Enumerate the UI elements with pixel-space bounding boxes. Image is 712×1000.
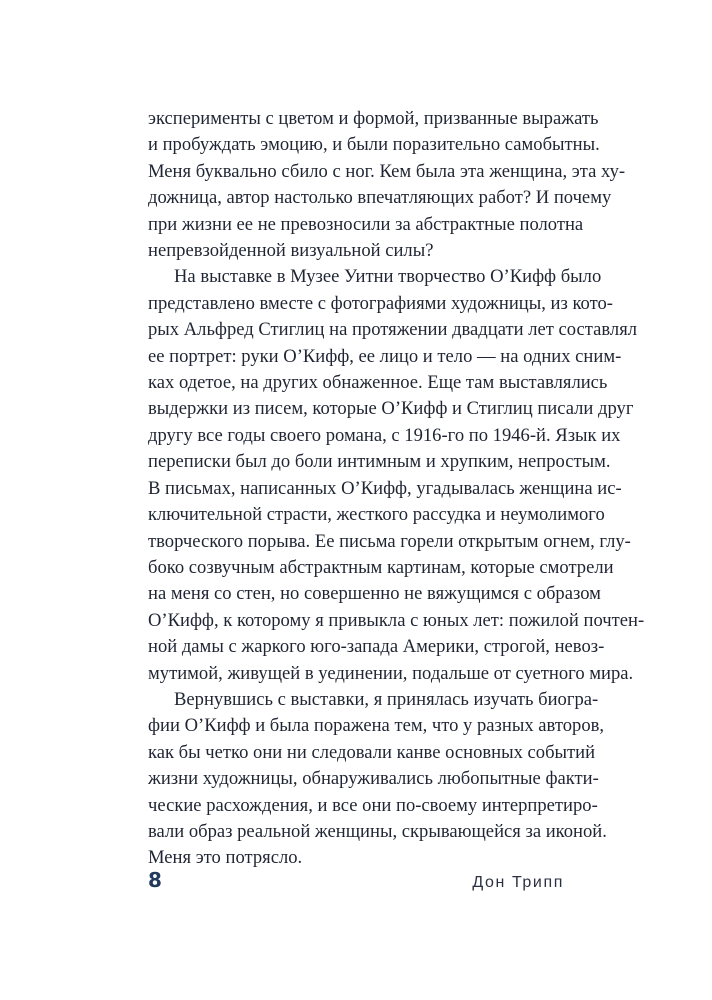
text-line: эксперименты с цветом и формой, призванные выражать xyxy=(148,108,599,129)
text-line: Вернувшись с выставки, я принялась изучать биогра- xyxy=(174,688,599,710)
text-line: жизни художницы, обнаруживались любопытные факти- xyxy=(148,768,599,790)
text-line: Меня это потрясло. xyxy=(148,847,303,869)
text-line: и пробуждать эмоцию, и были поразительно самобытны. xyxy=(148,134,600,156)
text-line: На выставке в Музее Уитни творчество О’Кифф было xyxy=(174,266,602,288)
text-line: мутимой, живущей в уединении, подальше от суетного мира. xyxy=(148,662,634,684)
text-line: представлено вместе с фотографиями художницы, из кото- xyxy=(148,292,613,314)
text-line: ческие расхождения, и все они по-своему интерпретиро- xyxy=(148,794,598,816)
text-line: как бы четко они ни следовали канве основных событий xyxy=(148,741,596,763)
text-line: ной дамы с жаркого юго-запада Америки, строгой, невоз- xyxy=(148,636,605,658)
paragraph-1 xyxy=(148,106,626,264)
text-line: непревзойденной визуальной силы? xyxy=(148,240,434,262)
text-line: выдержки из писем, которые О’Кифф и Стиглиц писали друг xyxy=(148,398,634,420)
text-line: дожница, автор настолько впечатляющих работ? И почему xyxy=(148,187,612,209)
text-line: при жизни ее не превозносили за абстрактные полотна xyxy=(148,213,584,235)
text-line: творческого порыва. Ее письма горели открытым огнем, глу- xyxy=(148,530,631,552)
text-line: другу все годы своего романа, с 1916-го по 1946-й. Язык их xyxy=(148,424,621,446)
text-line: ключительной страсти, жесткого рассудка и неумолимого xyxy=(148,504,605,526)
text-line: на меня со стен, но совершенно не вяжущимся с образом xyxy=(148,583,601,605)
text-line: боко созвучным абстрактным картинам, которые смотрели xyxy=(148,556,614,578)
text-line: ее портрет: руки О’Кифф, ее лицо и тело — на одних сним- xyxy=(148,345,622,367)
text-line: О’Кифф, к которому я привыкла с юных лет: пожилой почтен- xyxy=(148,609,645,631)
text-line: Меня буквально сбило с ног. Кем была эта женщина, эта ху- xyxy=(148,160,626,182)
running-head-author: Дон Трипп xyxy=(472,874,564,891)
paragraph-3 xyxy=(148,687,607,872)
text-line: фии О’Кифф и была поражена тем, что у разных авторов, xyxy=(148,715,605,737)
paragraph-2 xyxy=(148,264,645,687)
text-line: В письмах, написанных О’Кифф, угадывалась женщина ис- xyxy=(148,477,622,499)
body-text xyxy=(148,106,645,872)
text-line: ках одетое, на других обнаженное. Еще там выставлялись xyxy=(148,372,608,394)
page-number: 8 xyxy=(148,868,162,892)
page-footer xyxy=(148,868,564,896)
text-line: рых Альфред Стиглиц на протяжении двадцати лет составлял xyxy=(148,319,638,341)
text-line: переписки был до боли интимным и хрупким, непростым. xyxy=(148,451,611,473)
text-line: вали образ реальной женщины, скрывающейся за иконой. xyxy=(148,820,607,842)
